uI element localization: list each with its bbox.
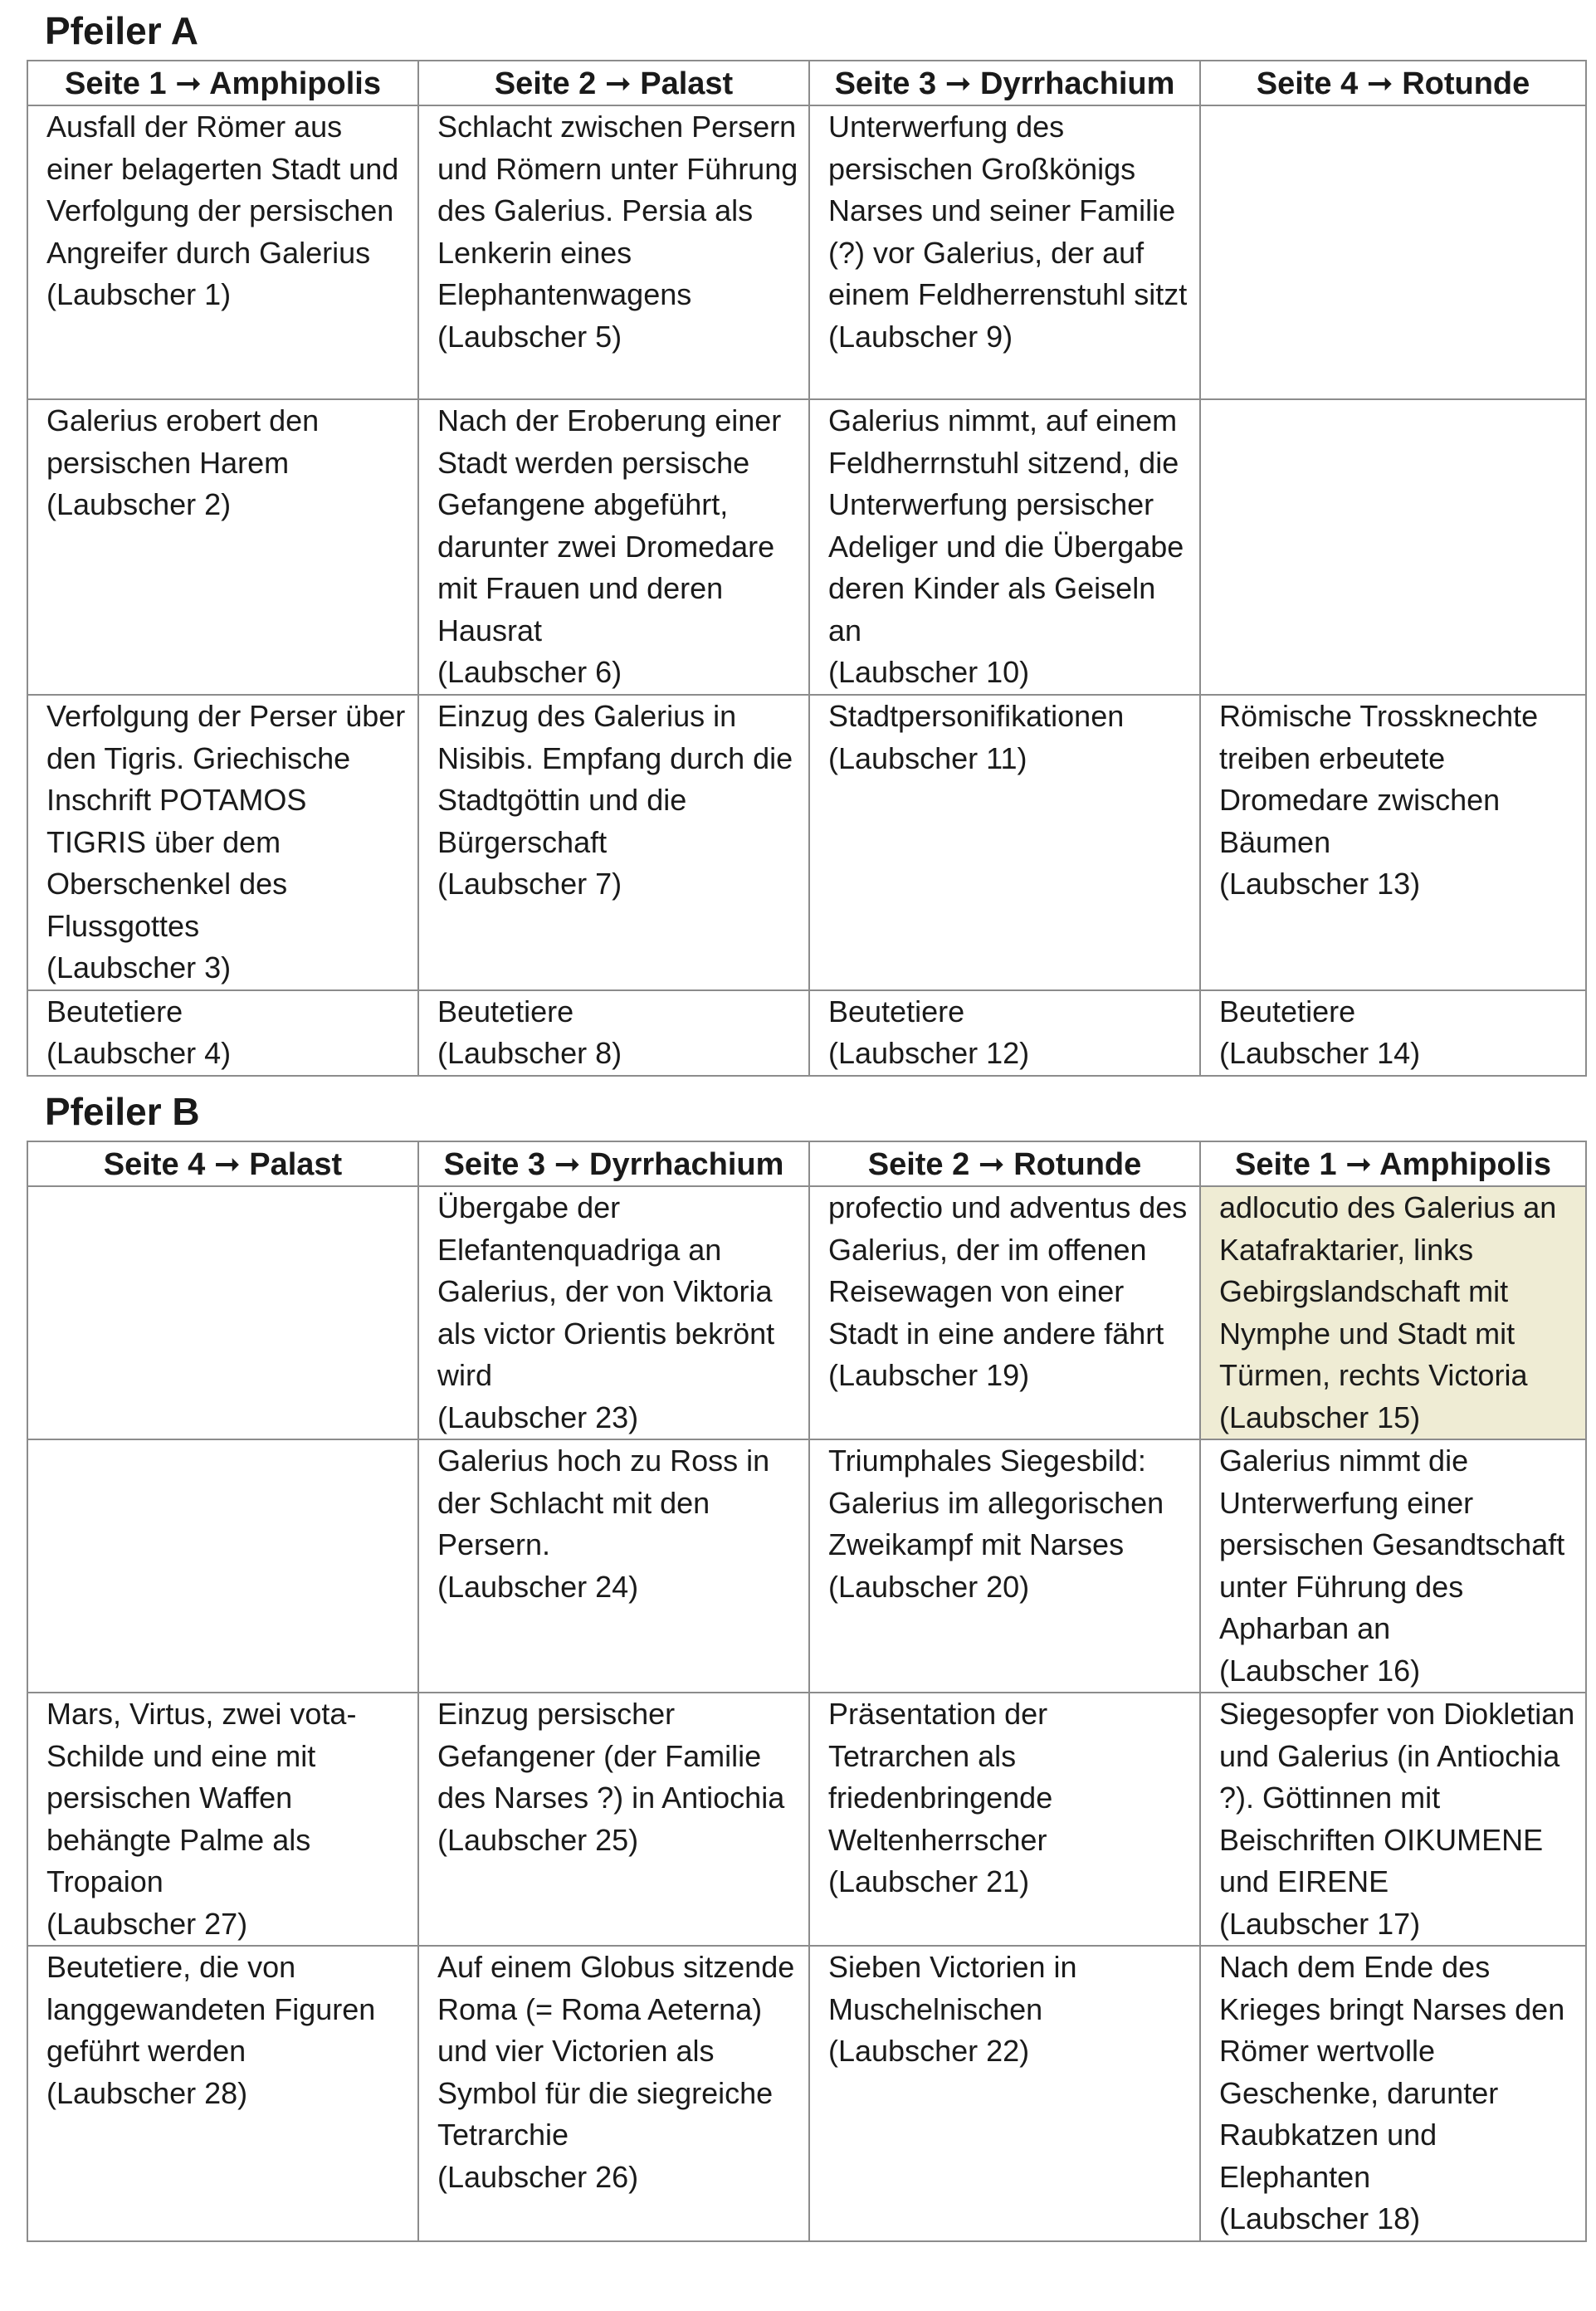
cell-reference: (Laubscher 26)	[437, 2159, 639, 2194]
table-cell	[27, 990, 418, 1076]
cell-text: Beutetiere, die von langgewandeten Figuren geführt werden	[46, 1950, 376, 2068]
cell-reference: (Laubscher 27)	[46, 1906, 248, 1941]
table-cell-empty	[27, 1186, 418, 1439]
table-row	[27, 1693, 1586, 1946]
table-row	[27, 1186, 1586, 1439]
table-row	[27, 399, 1586, 695]
cell-reference: (Laubscher 2)	[46, 487, 232, 521]
table-cell	[418, 990, 809, 1076]
cell-reference: (Laubscher 12)	[828, 1036, 1030, 1070]
table-cell	[418, 1946, 809, 2241]
table-cell	[418, 1186, 809, 1439]
cell-reference: (Laubscher 6)	[437, 655, 622, 689]
table-cell	[27, 399, 418, 695]
table-cell	[27, 695, 418, 990]
table-cell	[1200, 1946, 1586, 2241]
cell-reference: (Laubscher 17)	[1219, 1906, 1421, 1941]
pillar-b-title: Pfeiler B	[45, 1090, 200, 1133]
column-header-seite-1: Seite 1 ➞ Amphipolis	[1200, 1141, 1586, 1186]
cell-text: Verfolgung der Perser über den Tigris. Griechische Inschrift POTAMOS TIGRIS über dem Oberschenkel des Flussgottes	[46, 699, 406, 943]
cell-reference: (Laubscher 4)	[46, 1036, 232, 1070]
cell-text: Siegesopfer von Diokletian und Galerius (in Antiochia ?). Göttinnen mit Beischriften OIKUMENE und EIRENE	[1219, 1697, 1575, 1898]
cell-text: Triumphales Siegesbild: Galerius im allegorischen Zweikampf mit Narses	[828, 1444, 1164, 1561]
cell-reference: (Laubscher 18)	[1219, 2201, 1421, 2235]
cell-reference: (Laubscher 19)	[828, 1358, 1030, 1392]
cell-text: Galerius nimmt die Unterwerfung einer persischen Gesandtschaft unter Führung des Apharban an	[1219, 1444, 1565, 1645]
table-cell	[418, 695, 809, 990]
column-header-seite-3: Seite 3 ➞ Dyrrhachium	[809, 61, 1200, 105]
table-cell	[809, 399, 1200, 695]
table-cell	[809, 1946, 1200, 2241]
cell-text: adlocutio des Galerius an Katafraktarier, links Gebirgslandschaft mit Nymphe und Stadt mit Türmen, rechts Victoria	[1219, 1190, 1557, 1392]
column-header-seite-3: Seite 3 ➞ Dyrrhachium	[418, 1141, 809, 1186]
cell-reference: (Laubscher 10)	[828, 655, 1030, 689]
cell-reference: (Laubscher 16)	[1219, 1653, 1421, 1688]
cell-reference: (Laubscher 20)	[828, 1569, 1030, 1604]
table-header-row	[27, 61, 1586, 105]
cell-reference: (Laubscher 11)	[828, 740, 1027, 775]
cell-text: Einzug des Galerius in Nisibis. Empfang durch die Stadtgöttin und die Bürgerschaft	[437, 699, 793, 859]
cell-text: Mars, Virtus, zwei vota-Schilde und eine mit persischen Waffen behängte Palme als Tropaion	[46, 1697, 357, 1898]
cell-text: Nach der Eroberung einer Stadt werden persische Gefangene abgeführt, darunter zwei Dromedare mit Frauen und deren Hausrat	[437, 403, 782, 647]
cell-text: Beutetiere	[1219, 994, 1356, 1028]
cell-reference: (Laubscher 25)	[437, 1822, 639, 1857]
table-row	[27, 105, 1586, 399]
cell-text: Beutetiere	[46, 994, 183, 1028]
table-cell	[1200, 1439, 1586, 1693]
pillar-a-table	[27, 60, 1587, 1077]
cell-text: Schlacht zwischen Persern und Römern unter Führung des Galerius. Persia als Lenkerin eines Elephantenwagens	[437, 110, 798, 311]
column-header-seite-2: Seite 2 ➞ Palast	[418, 61, 809, 105]
cell-text: Übergabe der Elefantenquadriga an Galerius, der von Viktoria als victor Orientis bekrönt wird	[437, 1190, 775, 1392]
pillar-a-title: Pfeiler A	[45, 9, 198, 52]
table-cell	[809, 695, 1200, 990]
cell-reference: (Laubscher 22)	[828, 2034, 1030, 2068]
pillar-b-table	[27, 1141, 1587, 2242]
table-cell	[418, 105, 809, 399]
cell-text: Galerius hoch zu Ross in der Schlacht mit den Persern.	[437, 1444, 770, 1561]
cell-text: Römische Trossknechte treiben erbeutete Dromedare zwischen Bäumen	[1219, 699, 1539, 859]
cell-text: Nach dem Ende des Krieges bringt Narses den Römer wertvolle Geschenke, darunter Raubkatzen und Elephanten	[1219, 1950, 1565, 2194]
table-header-row	[27, 1141, 1586, 1186]
cell-reference: (Laubscher 15)	[1219, 1400, 1421, 1434]
column-header-seite-1: Seite 1 ➞ Amphipolis	[27, 61, 418, 105]
table-cell-highlighted	[1200, 1186, 1586, 1439]
column-header-seite-2: Seite 2 ➞ Rotunde	[809, 1141, 1200, 1186]
table-cell-empty	[1200, 105, 1586, 399]
cell-reference: (Laubscher 3)	[46, 950, 232, 984]
cell-reference: (Laubscher 9)	[828, 319, 1013, 354]
cell-reference: (Laubscher 7)	[437, 867, 622, 901]
column-header-seite-4: Seite 4 ➞ Rotunde	[1200, 61, 1586, 105]
cell-text: Auf einem Globus sitzende Roma (= Roma Aeterna) und vier Victorien als Symbol für die siegreiche Tetrarchie	[437, 1950, 795, 2152]
table-cell	[1200, 1693, 1586, 1946]
table-cell	[809, 990, 1200, 1076]
cell-text: Stadtpersonifikationen	[828, 699, 1125, 733]
cell-reference: (Laubscher 24)	[437, 1569, 639, 1604]
table-cell	[27, 105, 418, 399]
cell-text: Beutetiere	[828, 994, 965, 1028]
table-cell	[1200, 990, 1586, 1076]
cell-reference: (Laubscher 13)	[1219, 867, 1421, 901]
cell-reference: (Laubscher 14)	[1219, 1036, 1421, 1070]
table-cell	[809, 1186, 1200, 1439]
table-cell	[1200, 695, 1586, 990]
cell-text: Sieben Victorien in Muschelnischen	[828, 1950, 1077, 2026]
cell-text: Ausfall der Römer aus einer belagerten Stadt und Verfolgung der persischen Angreifer durch Galerius	[46, 110, 399, 270]
cell-reference: (Laubscher 8)	[437, 1036, 622, 1070]
table-cell	[809, 1693, 1200, 1946]
cell-text: Unterwerfung des persischen Großkönigs Narses und seiner Familie (?) vor Galerius, der auf einem Feldherrenstuhl sitzt	[828, 110, 1188, 311]
table-row	[27, 695, 1586, 990]
cell-text: Galerius nimmt, auf einem Feldherrnstuhl sitzend, die Unterwerfung persischer Adeliger und die Übergabe deren Kinder als Geiseln an	[828, 403, 1184, 647]
table-cell	[809, 105, 1200, 399]
table-cell	[27, 1693, 418, 1946]
cell-text: Beutetiere	[437, 994, 574, 1028]
cell-text: profectio und adventus des Galerius, der im offenen Reisewagen von einer Stadt in eine andere fährt	[828, 1190, 1188, 1351]
cell-reference: (Laubscher 23)	[437, 1400, 639, 1434]
table-cell-empty	[1200, 399, 1586, 695]
table-cell	[418, 1439, 809, 1693]
table-cell	[418, 1693, 809, 1946]
table-row	[27, 1946, 1586, 2241]
table-cell	[809, 1439, 1200, 1693]
table-cell	[418, 399, 809, 695]
cell-reference: (Laubscher 5)	[437, 319, 622, 354]
cell-reference: (Laubscher 21)	[828, 1864, 1030, 1898]
column-header-seite-4: Seite 4 ➞ Palast	[27, 1141, 418, 1186]
cell-text: Einzug persischer Gefangener (der Familie des Narses ?) in Antiochia	[437, 1697, 785, 1815]
cell-reference: (Laubscher 28)	[46, 2075, 248, 2110]
table-cell	[27, 1946, 418, 2241]
table-row	[27, 990, 1586, 1076]
table-row	[27, 1439, 1586, 1693]
table-cell-empty	[27, 1439, 418, 1693]
cell-reference: (Laubscher 1)	[46, 277, 232, 311]
cell-text: Präsentation der Tetrarchen als friedenbringende Weltenherrscher	[828, 1697, 1053, 1857]
cell-text: Galerius erobert den persischen Harem	[46, 403, 320, 480]
